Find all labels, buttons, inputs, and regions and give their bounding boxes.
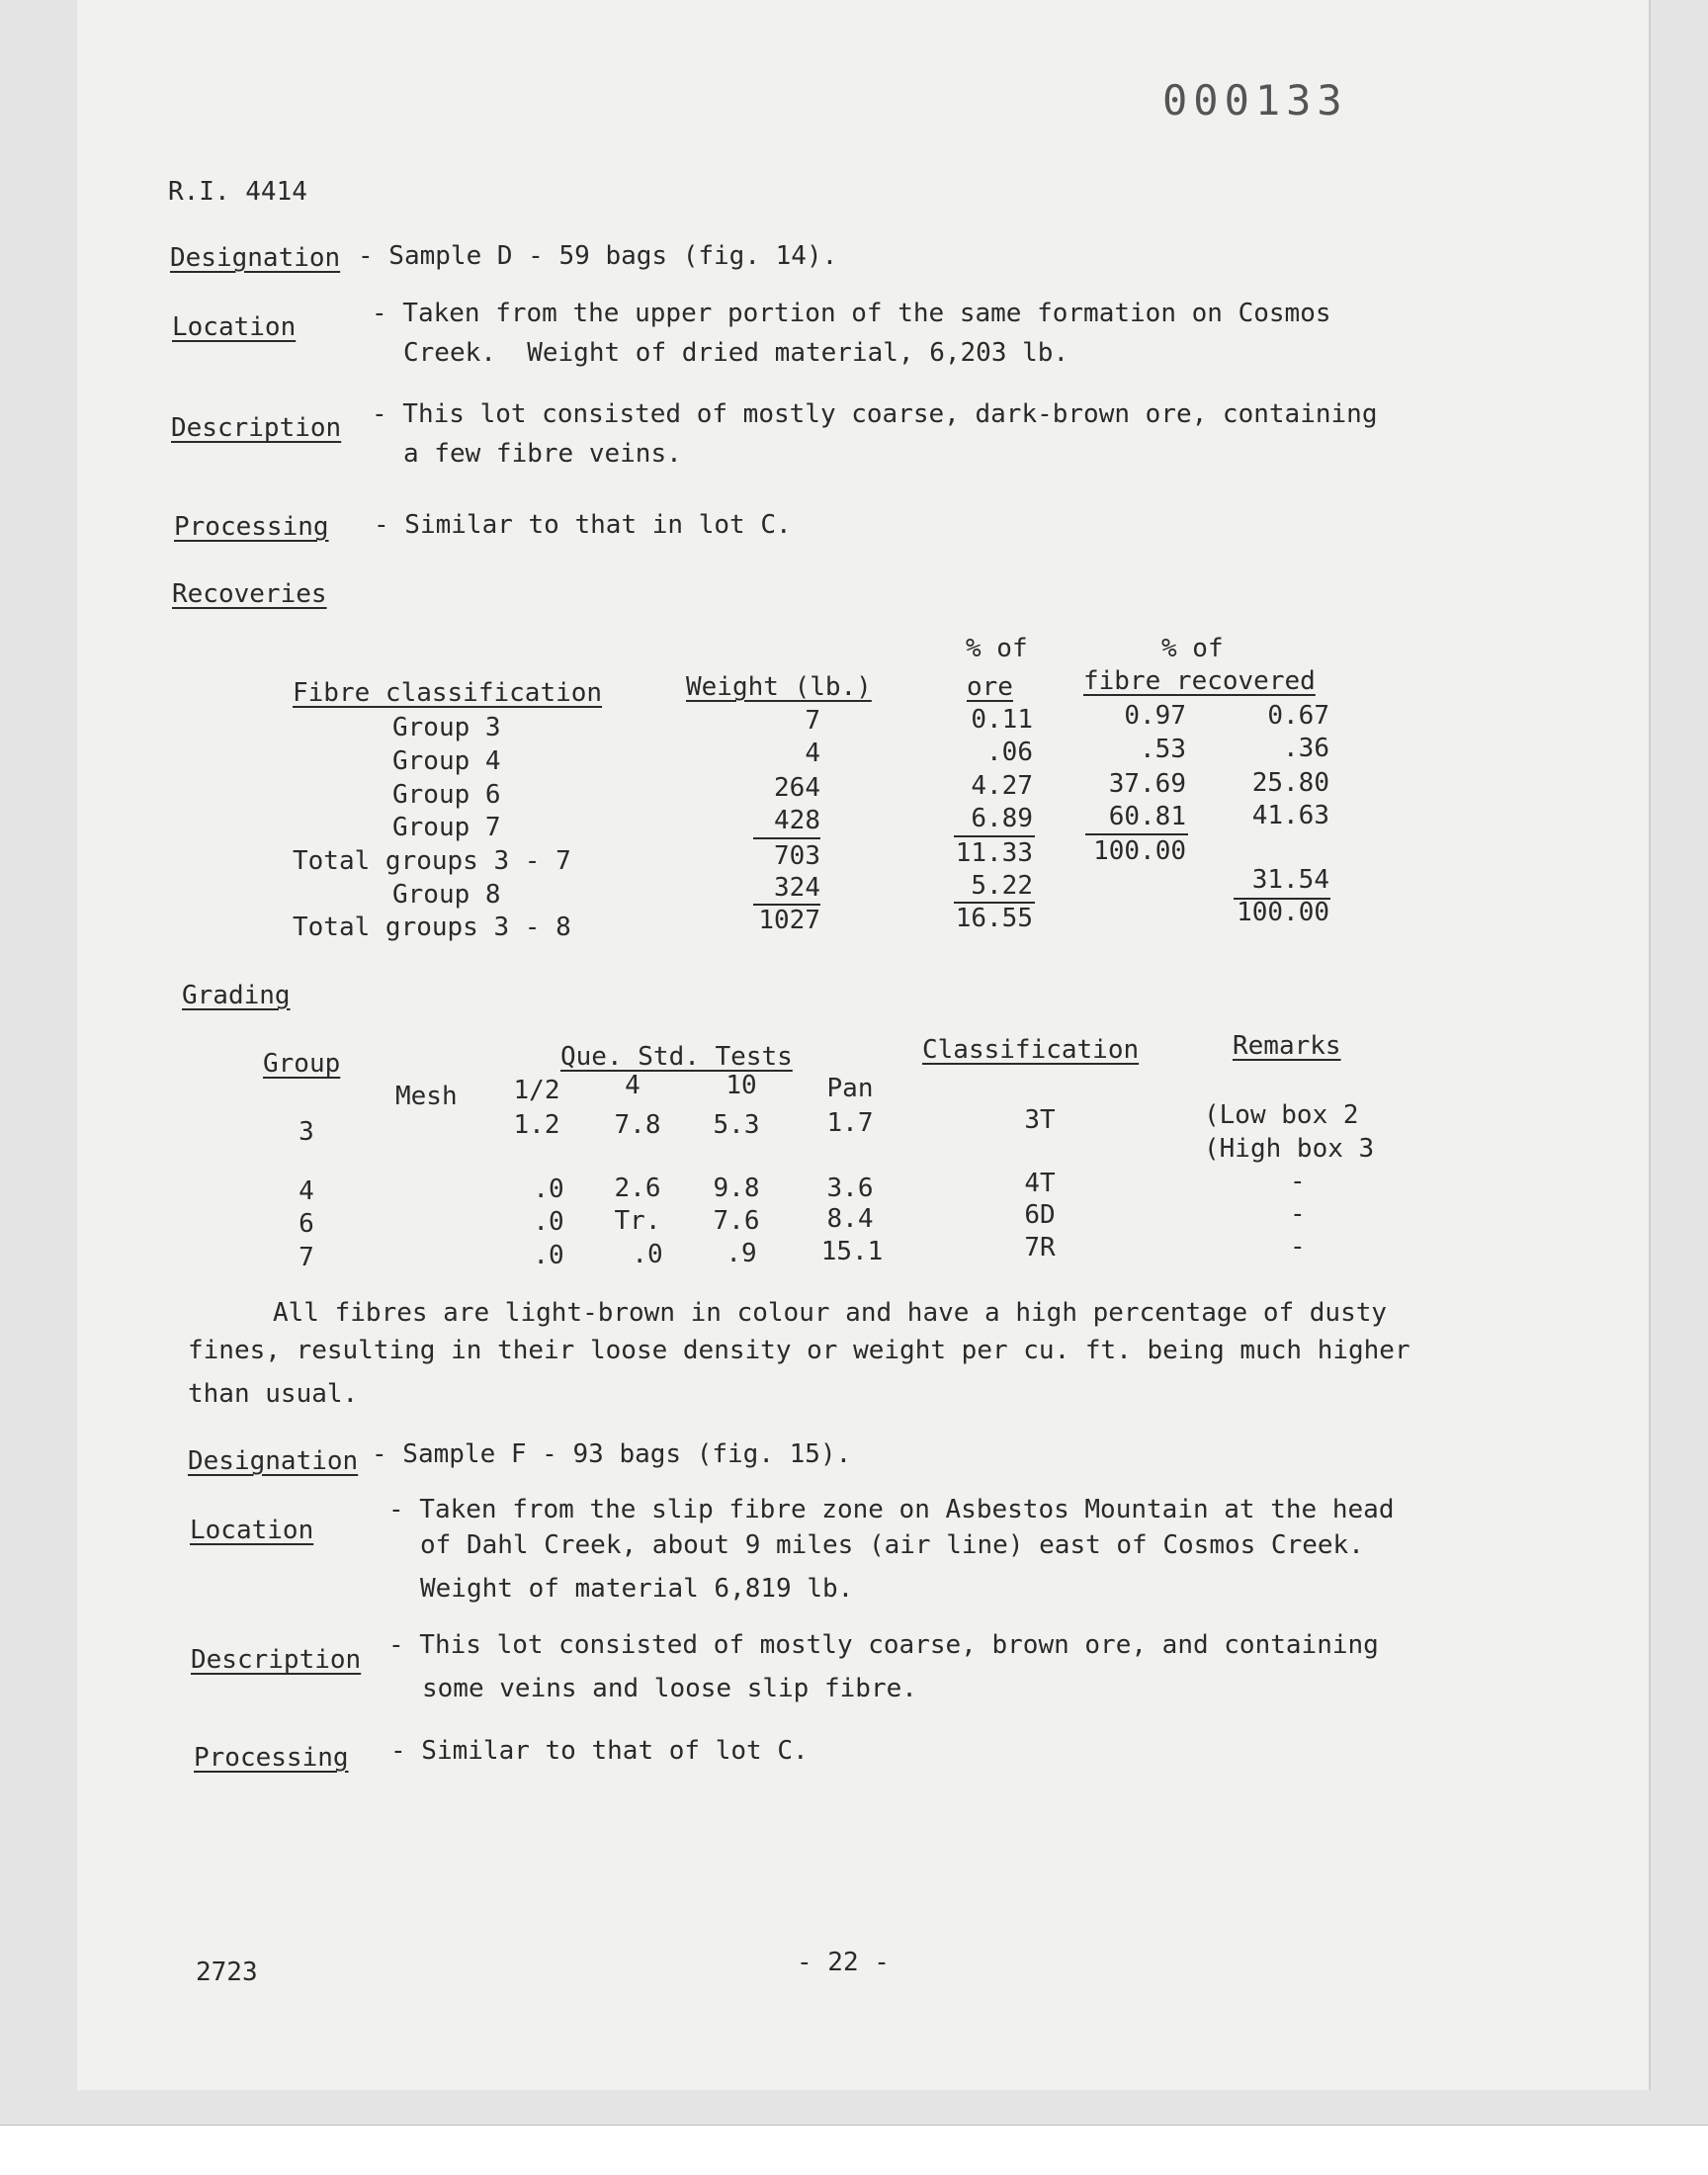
f-processing-text: - Similar to that of lot C. — [390, 1736, 809, 1766]
recoveries-row-label: Total groups 3 - 7 — [293, 846, 571, 876]
f-location-line: - Taken from the slip fibre zone on Asbestos Mountain at the head — [388, 1495, 1395, 1524]
grading-label: Grading — [182, 981, 291, 1010]
weight-header: Weight (lb.) — [686, 672, 872, 702]
recoveries-weight: 264 — [774, 773, 820, 803]
grading-pan: 15.1 — [820, 1237, 884, 1266]
recoveries-pct-fibre-a: .53 — [1140, 735, 1186, 764]
grading-group: 7 — [299, 1243, 314, 1272]
recoveries-row-label: Group 7 — [392, 813, 501, 842]
f-designation-label: Designation — [188, 1446, 359, 1476]
recoveries-weight: 324 — [774, 873, 820, 903]
grading-four: .0 — [632, 1240, 663, 1269]
f-description-line: some veins and loose slip fibre. — [422, 1674, 917, 1703]
recoveries-pct-fibre-a: 37.69 — [1108, 769, 1186, 799]
f-processing-label: Processing — [194, 1743, 349, 1773]
mesh-10-header: 10 — [726, 1071, 757, 1100]
recoveries-label: Recoveries — [172, 579, 327, 609]
grading-half: .0 — [533, 1207, 564, 1237]
f-designation-text: - Sample F - 93 bags (fig. 15). — [372, 1439, 852, 1469]
d-location-label: Location — [172, 312, 297, 342]
grading-ten: 9.8 — [713, 1174, 760, 1203]
footer-code: 2723 — [196, 1958, 258, 1987]
recoveries-pct-fibre-b: 100.00 — [1237, 898, 1329, 927]
grading-pan: 1.7 — [826, 1108, 874, 1138]
subtotal-rule — [753, 837, 820, 839]
d-processing-label: Processing — [174, 512, 329, 542]
fibre-classification-header: Fibre classification — [293, 678, 603, 708]
recoveries-weight: 4 — [805, 739, 820, 768]
pct-fibre-header-top: % of — [1161, 634, 1224, 663]
recoveries-pct-ore: 6.89 — [971, 804, 1033, 833]
grading-ten: 7.6 — [713, 1206, 760, 1236]
page-number: - 22 - — [797, 1948, 890, 1977]
f-location-line: Weight of material 6,819 lb. — [420, 1574, 854, 1604]
f-location-line: of Dahl Creek, about 9 miles (air line) east of Cosmos Creek. — [420, 1530, 1364, 1560]
d-designation-text: - Sample D - 59 bags (fig. 14). — [358, 241, 838, 271]
d-location-line: - Taken from the upper portion of the same formation on Cosmos — [372, 299, 1331, 328]
recoveries-pct-fibre-b: 41.63 — [1251, 801, 1329, 830]
pan-header: Pan — [826, 1074, 874, 1103]
pct-ore-header-top: % of — [966, 634, 1028, 663]
recoveries-pct-ore: 4.27 — [971, 771, 1033, 801]
grading-classification: 7R — [1024, 1233, 1056, 1262]
grading-remark: - — [1290, 1232, 1306, 1262]
grading-four: Tr. — [614, 1206, 661, 1236]
grading-group: 4 — [299, 1176, 314, 1206]
classification-header: Classification — [922, 1035, 1140, 1065]
recoveries-pct-fibre-a: 100.00 — [1093, 836, 1186, 866]
remarks-header: Remarks — [1233, 1031, 1341, 1061]
grading-group: 3 — [299, 1117, 314, 1147]
recoveries-pct-fibre-b: .36 — [1283, 734, 1329, 763]
recoveries-pct-fibre-b: 25.80 — [1251, 768, 1329, 798]
recoveries-pct-fibre-a: 60.81 — [1108, 802, 1186, 831]
paragraph-line: than usual. — [188, 1379, 359, 1409]
grading-pan: 8.4 — [826, 1204, 874, 1234]
paragraph-line: All fibres are light-brown in colour and have a high percentage of dusty — [273, 1298, 1388, 1328]
recoveries-pct-fibre-b: 31.54 — [1251, 865, 1329, 895]
grading-group: 6 — [299, 1209, 314, 1239]
recoveries-pct-ore: 16.55 — [955, 904, 1033, 933]
mesh-half-header: 1/2 — [513, 1076, 560, 1105]
grading-ten: 5.3 — [713, 1110, 760, 1140]
recoveries-row-label: Total groups 3 - 8 — [293, 913, 571, 942]
grading-classification: 6D — [1024, 1200, 1056, 1230]
recoveries-pct-fibre-a: 0.97 — [1124, 701, 1186, 731]
f-description-line: - This lot consisted of mostly coarse, brown ore, and containing — [388, 1630, 1379, 1660]
recoveries-weight: 7 — [805, 706, 820, 736]
d-description-label: Description — [171, 413, 342, 443]
recoveries-pct-ore: 5.22 — [971, 871, 1033, 901]
grading-remark: - — [1290, 1199, 1306, 1229]
grading-half: .0 — [533, 1241, 564, 1270]
grading-classification: 4T — [1024, 1169, 1056, 1198]
d-designation-label: Designation — [170, 243, 341, 273]
f-description-label: Description — [191, 1645, 362, 1675]
paragraph-line: fines, resulting in their loose density or weight per cu. ft. being much higher — [188, 1336, 1410, 1365]
recoveries-row-label: Group 6 — [392, 780, 501, 810]
recoveries-pct-ore: .06 — [986, 738, 1033, 767]
recoveries-pct-fibre-b: 0.67 — [1267, 701, 1329, 731]
grading-remark: - — [1290, 1167, 1306, 1196]
d-location-line: Creek. Weight of dried material, 6,203 lb. — [403, 338, 1069, 368]
recoveries-weight: 703 — [774, 841, 820, 871]
recoveries-weight: 428 — [774, 806, 820, 835]
pct-fibre-header-bottom: fibre recovered — [1083, 666, 1316, 696]
stamp-number: 000133 — [1162, 76, 1348, 125]
recoveries-row-label: Group 3 — [392, 713, 501, 742]
recoveries-weight: 1027 — [758, 906, 820, 935]
grading-four: 7.8 — [614, 1110, 661, 1140]
recoveries-pct-ore: 0.11 — [971, 705, 1033, 735]
recoveries-row-label: Group 4 — [392, 746, 501, 776]
grading-four: 2.6 — [614, 1174, 661, 1203]
scan-bottom-margin — [0, 2126, 1708, 2175]
grading-classification: 3T — [1024, 1105, 1056, 1135]
d-processing-text: - Similar to that in lot C. — [374, 510, 792, 540]
grading-pan: 3.6 — [826, 1174, 874, 1203]
grading-remark: (High box 3 — [1204, 1134, 1375, 1164]
report-id: R.I. 4414 — [168, 177, 307, 207]
d-description-line: - This lot consisted of mostly coarse, dark-brown ore, containing — [372, 399, 1378, 429]
d-description-line: a few fibre veins. — [403, 439, 682, 469]
recoveries-pct-ore: 11.33 — [955, 838, 1033, 868]
recoveries-row-label: Group 8 — [392, 880, 501, 910]
grading-ten: .9 — [726, 1239, 757, 1268]
que-std-tests-header: Que. Std. Tests — [560, 1042, 793, 1072]
grading-group-header: Group — [263, 1049, 341, 1079]
f-location-label: Location — [190, 1516, 314, 1545]
mesh-4-header: 4 — [625, 1071, 640, 1100]
mesh-header: Mesh — [395, 1082, 458, 1111]
pct-ore-header-bottom: ore — [967, 672, 1013, 702]
grading-half: 1.2 — [513, 1110, 560, 1140]
grading-half: .0 — [533, 1174, 564, 1204]
grading-remark: (Low box 2 — [1204, 1100, 1359, 1130]
